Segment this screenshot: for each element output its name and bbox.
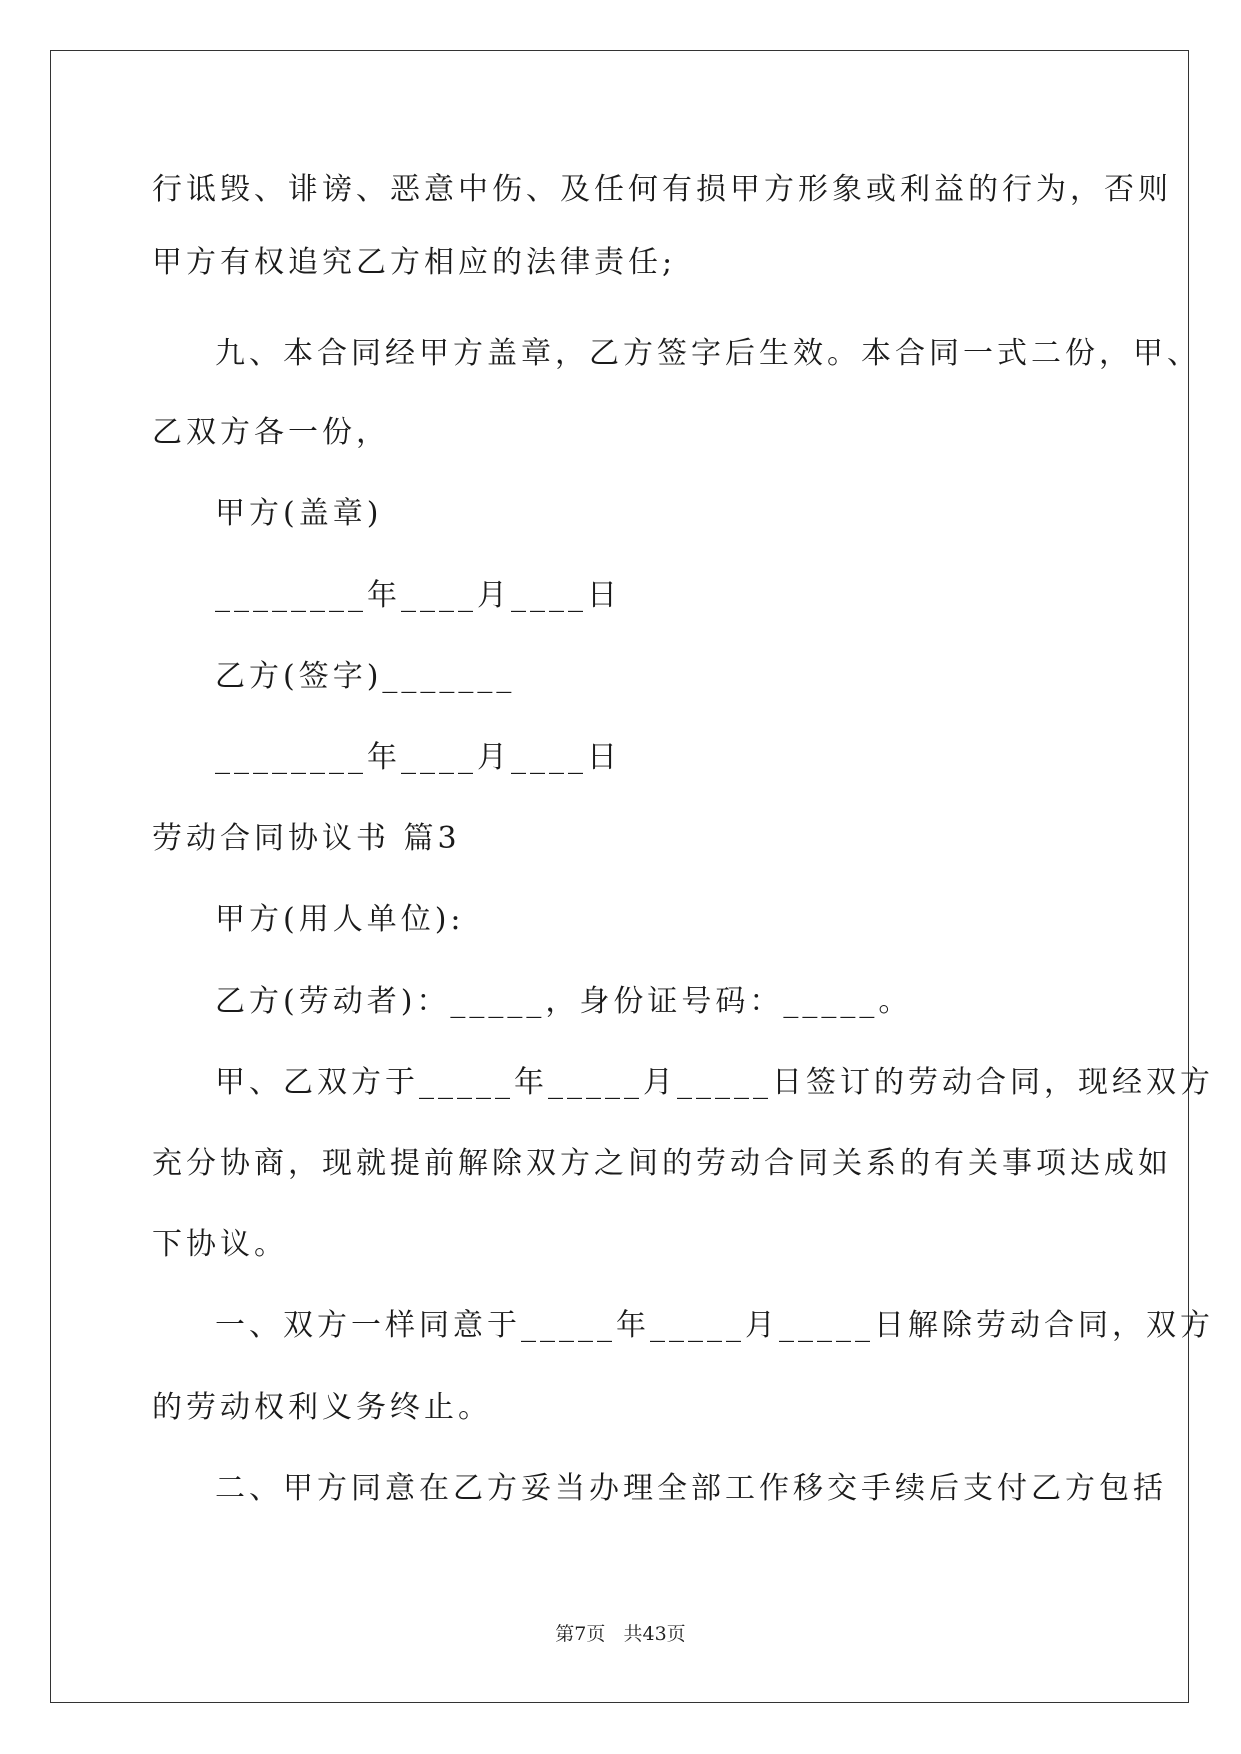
text-line: 的劳动权利义务终止。	[152, 1390, 492, 1425]
text-line: 一、双方一样同意于_____年_____月_____日解除劳动合同，双方	[215, 1308, 1214, 1343]
text-line: 甲方(用人单位):	[215, 902, 465, 937]
text-line: 行诋毁、诽谤、恶意中伤、及任何有损甲方形象或利益的行为，否则	[152, 172, 1172, 207]
section-heading: 劳动合同协议书 篇3	[152, 821, 461, 856]
text-line: 充分协商，现就提前解除双方之间的劳动合同关系的有关事项达成如	[152, 1146, 1172, 1181]
text-line: 甲方(盖章)	[215, 496, 383, 531]
text-line: 九、本合同经甲方盖章，乙方签字后生效。本合同一式二份，甲、	[215, 336, 1201, 371]
text-line: 乙双方各一份，	[152, 415, 390, 450]
page-number-footer: 第7页 共43页	[555, 1623, 686, 1645]
text-line: ________年____月____日	[215, 740, 621, 775]
text-line: 下协议。	[152, 1227, 288, 1262]
text-line: 乙方(劳动者)：_____，身份证号码：_____。	[215, 984, 913, 1019]
text-line: 甲、乙双方于_____年_____月_____日签订的劳动合同，现经双方	[215, 1065, 1214, 1100]
text-line: 甲方有权追究乙方相应的法律责任;	[152, 245, 677, 280]
text-line: 乙方(签字)_______	[215, 659, 516, 694]
page-frame	[50, 50, 1189, 1703]
text-line: ________年____月____日	[215, 578, 621, 613]
text-line: 二、甲方同意在乙方妥当办理全部工作移交手续后支付乙方包括	[215, 1471, 1167, 1506]
